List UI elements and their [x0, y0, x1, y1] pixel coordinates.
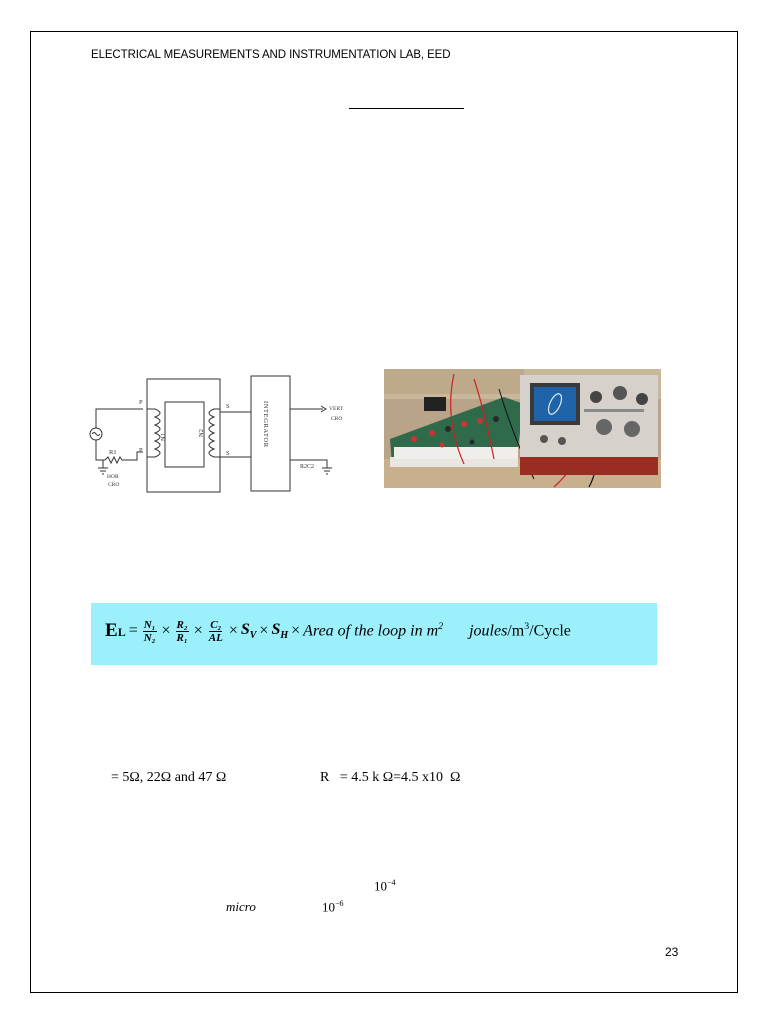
fraction-n1-n2: $\frac{\text{N₁}}{\text{N₂}}$	[143, 618, 156, 644]
formula-sv: $S_V$	[240, 620, 257, 642]
fraction-r2-r1: $\frac{\text{R₂}}{\text{R₁}}$	[176, 618, 188, 644]
resistor-values: = 5Ω, 22Ω and 47 Ω	[111, 770, 227, 785]
formula-area: Area of the loop in $m^2$	[303, 621, 444, 640]
circuit-diagram	[85, 372, 345, 497]
label-p-top: P	[139, 399, 143, 406]
label-n1: N1	[160, 433, 167, 441]
times-sign: ×	[291, 622, 301, 639]
times-sign: ×	[259, 622, 269, 639]
label-n2: N2	[198, 429, 205, 437]
title-underline	[349, 108, 464, 109]
page-border	[30, 31, 738, 993]
page-number: 23	[665, 945, 679, 959]
label-r1: R1	[109, 449, 117, 456]
label-integrator: INTEGRATOR	[262, 401, 269, 448]
label-cro-left: CRO	[108, 482, 120, 488]
label-s-top: S	[226, 403, 230, 410]
ten-power-minus-6: $10^{-6}$	[322, 899, 344, 915]
label-vert: VERT	[329, 406, 344, 412]
times-sign: ×	[228, 622, 238, 639]
label-cro-right: CRO	[331, 416, 343, 422]
label-s-bottom: S	[226, 450, 230, 457]
r2-value: R = 4.5 k Ω=4.5 x10 Ω	[320, 770, 461, 785]
ten-power-minus-4: $10^{-4}$	[374, 878, 396, 894]
formula-units: joules/$m^3$/Cycle	[469, 621, 571, 640]
lab-setup-photo	[384, 369, 661, 488]
hysteresis-loss-formula	[105, 611, 571, 651]
label-p-bottom: P	[139, 447, 143, 454]
page-header: ELECTRICAL MEASUREMENTS AND INSTRUMENTATION LAB, EED	[91, 49, 451, 61]
formula-sh: $S_H$	[271, 620, 289, 642]
label-r2c2: R2C2	[300, 464, 315, 470]
label-hor: HOR	[107, 474, 119, 480]
formula-lhs: EL	[105, 620, 126, 641]
times-sign: ×	[193, 622, 203, 639]
times-sign: ×	[161, 622, 171, 639]
micro-label: micro	[226, 899, 256, 914]
fraction-c2-al: $\frac{\text{C₂}}{AL}$	[208, 618, 223, 644]
formula-equals: =	[128, 622, 138, 639]
